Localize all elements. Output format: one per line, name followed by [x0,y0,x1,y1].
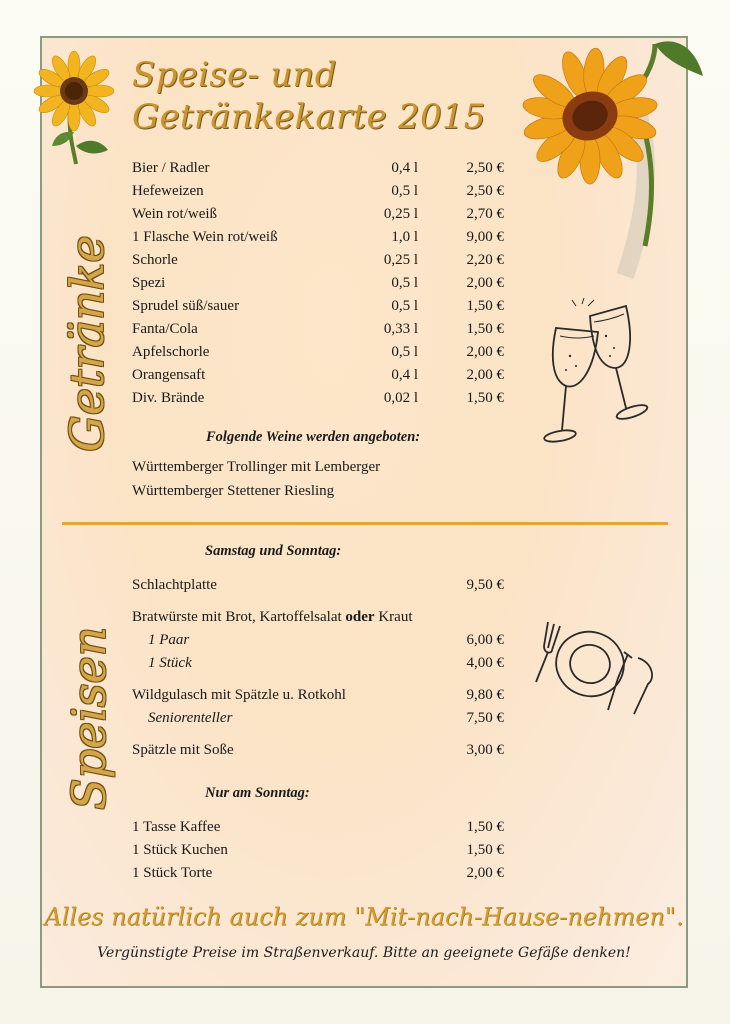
food-price: 1,50 € [466,842,504,858]
takeaway-note: Alles natürlich auch zum "Mit-nach-Hause-nehmen". [44,903,684,931]
food-option-row [132,652,504,674]
drink-price: 9,00 € [466,229,504,245]
drink-quantity: 1,0 l [391,229,418,245]
wine-item: Württemberger Trollinger mit Lemberger [132,459,381,475]
bratwurst-or: oder [345,609,375,625]
drink-row [132,318,504,340]
food-option-name: 1 Stück [148,655,192,671]
drink-name: Apfelschorle [132,344,210,360]
section-label-drinks: Getränke [60,235,114,452]
champagne-glasses-icon [536,296,656,451]
drink-quantity: 0,4 l [391,160,418,176]
food-price: 6,00 € [466,632,504,648]
container-note: Vergünstigte Preise im Straßenverkauf. Bitte an geeignete Gefäße denken! [97,945,631,961]
food-price: 1,50 € [466,819,504,835]
drink-price: 2,50 € [466,160,504,176]
bratwurst-description [132,606,413,628]
wine-item: Württemberger Stettener Riesling [132,483,335,499]
food-option-row [132,629,504,651]
drink-price: 2,00 € [466,367,504,383]
food-price: 2,00 € [466,865,504,881]
food-price: 3,00 € [466,742,504,758]
drink-row [132,387,504,409]
food-price: 7,50 € [466,710,504,726]
food-name: Wildgulasch mit Spätzle u. Rotkohl [132,687,346,703]
food-name: 1 Stück Kuchen [132,842,228,858]
drink-name: Div. Brände [132,390,205,406]
food-option-row [132,707,504,729]
food-name: Spätzle mit Soße [132,742,234,758]
drink-name: 1 Flasche Wein rot/weiß [132,229,278,245]
drink-name: Schorle [132,252,178,268]
drink-quantity: 0,25 l [383,252,418,268]
drink-row [132,272,504,294]
drink-price: 2,50 € [466,183,504,199]
food-name: 1 Tasse Kaffee [132,819,221,835]
drink-row [132,180,504,202]
section-label-food: Speisen [62,626,116,810]
drink-row [132,364,504,386]
food-row [132,684,504,706]
food-price: 4,00 € [466,655,504,671]
sunflower-icon [505,36,710,286]
drink-name: Wein rot/weiß [132,206,218,222]
wines-heading: Folgende Weine werden angeboten: [206,429,421,445]
food-row [132,574,504,596]
bratwurst-suffix: Kraut [374,609,413,625]
food-option-name: 1 Paar [148,632,190,648]
drink-name: Sprudel süß/sauer [132,298,240,314]
drink-name: Orangensaft [132,367,206,383]
food-price: 9,50 € [466,577,504,593]
food-price: 9,80 € [466,687,504,703]
food-name: 1 Stück Torte [132,865,213,881]
drink-name: Hefeweizen [132,183,204,199]
drink-price: 2,70 € [466,206,504,222]
drink-price: 1,50 € [466,298,504,314]
food-row [132,839,504,861]
food-row [132,816,504,838]
drink-quantity: 0,5 l [391,298,418,314]
drink-row [132,295,504,317]
drink-quantity: 0,5 l [391,344,418,360]
title-line-2: Getränkekarte 2015 [132,97,486,137]
drink-row [132,203,504,225]
drink-row [132,249,504,271]
drink-price: 1,50 € [466,321,504,337]
food-name: Schlachtplatte [132,577,217,593]
sunflower-icon [30,46,120,166]
drink-row [132,341,504,363]
drink-quantity: 0,25 l [383,206,418,222]
food-row [132,862,504,884]
menu-title [132,54,486,138]
section-divider [62,522,668,525]
drink-quantity: 0,5 l [391,183,418,199]
drink-price: 2,00 € [466,344,504,360]
drink-price: 2,20 € [466,252,504,268]
title-line-1: Speise- und [132,55,337,95]
drink-price: 2,00 € [466,275,504,291]
drink-price: 1,50 € [466,390,504,406]
drink-quantity: 0,33 l [383,321,418,337]
food-row [132,739,504,761]
plate-cutlery-icon [528,618,660,718]
drink-row [132,226,504,248]
drink-quantity: 0,02 l [383,390,418,406]
bratwurst-prefix: Bratwürste mit Brot, Kartoffelsalat [132,609,346,625]
drink-name: Bier / Radler [132,160,210,176]
drink-name: Spezi [132,275,166,291]
food-option-name: Seniorenteller [148,710,233,726]
drink-quantity: 0,5 l [391,275,418,291]
sunday-heading: Nur am Sonntag: [205,785,310,801]
drink-row [132,157,504,179]
drink-name: Fanta/Cola [132,321,198,337]
drink-quantity: 0,4 l [391,367,418,383]
weekend-heading: Samstag und Sonntag: [205,543,342,559]
